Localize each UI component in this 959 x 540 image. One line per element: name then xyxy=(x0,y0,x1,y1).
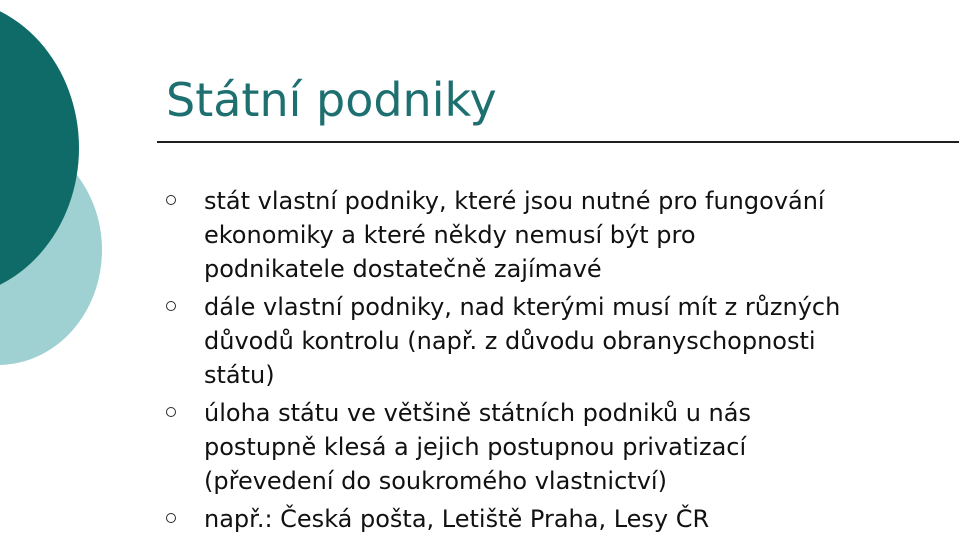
bullet-item-3 xyxy=(204,396,949,498)
bullet-line: státu) xyxy=(204,361,275,389)
title-divider xyxy=(157,141,959,143)
bullet-circle-icon xyxy=(166,195,176,205)
bullet-line: postupně klesá a jejich postupnou privatizací xyxy=(204,433,747,461)
bullet-line: např.: Česká pošta, Letiště Praha, Lesy ČR xyxy=(204,505,710,533)
bullet-circle-icon xyxy=(166,301,176,311)
bullet-item-1 xyxy=(204,184,949,286)
bullet-line: (převedení do soukromého vlastnictví) xyxy=(204,467,667,495)
bullet-line: podnikatele dostatečně zajímavé xyxy=(204,255,602,283)
bullet-line: důvodů kontrolu (např. z důvodu obranyschopnosti xyxy=(204,327,816,355)
bullet-list xyxy=(204,184,949,540)
bullet-item-2 xyxy=(204,290,949,392)
bullet-line: stát vlastní podniky, které jsou nutné pro fungování xyxy=(204,187,825,215)
bullet-item-4 xyxy=(204,502,949,536)
slide-title: Státní podniky xyxy=(166,73,497,127)
bullet-circle-icon xyxy=(166,407,176,417)
bullet-line: ekonomiky a které někdy nemusí být pro xyxy=(204,221,696,249)
decorative-circles xyxy=(0,0,140,380)
bullet-circle-icon xyxy=(166,513,176,523)
bullet-line: dále vlastní podniky, nad kterými musí mít z různých xyxy=(204,293,841,321)
bullet-line: úloha státu ve většině státních podniků u nás xyxy=(204,399,751,427)
